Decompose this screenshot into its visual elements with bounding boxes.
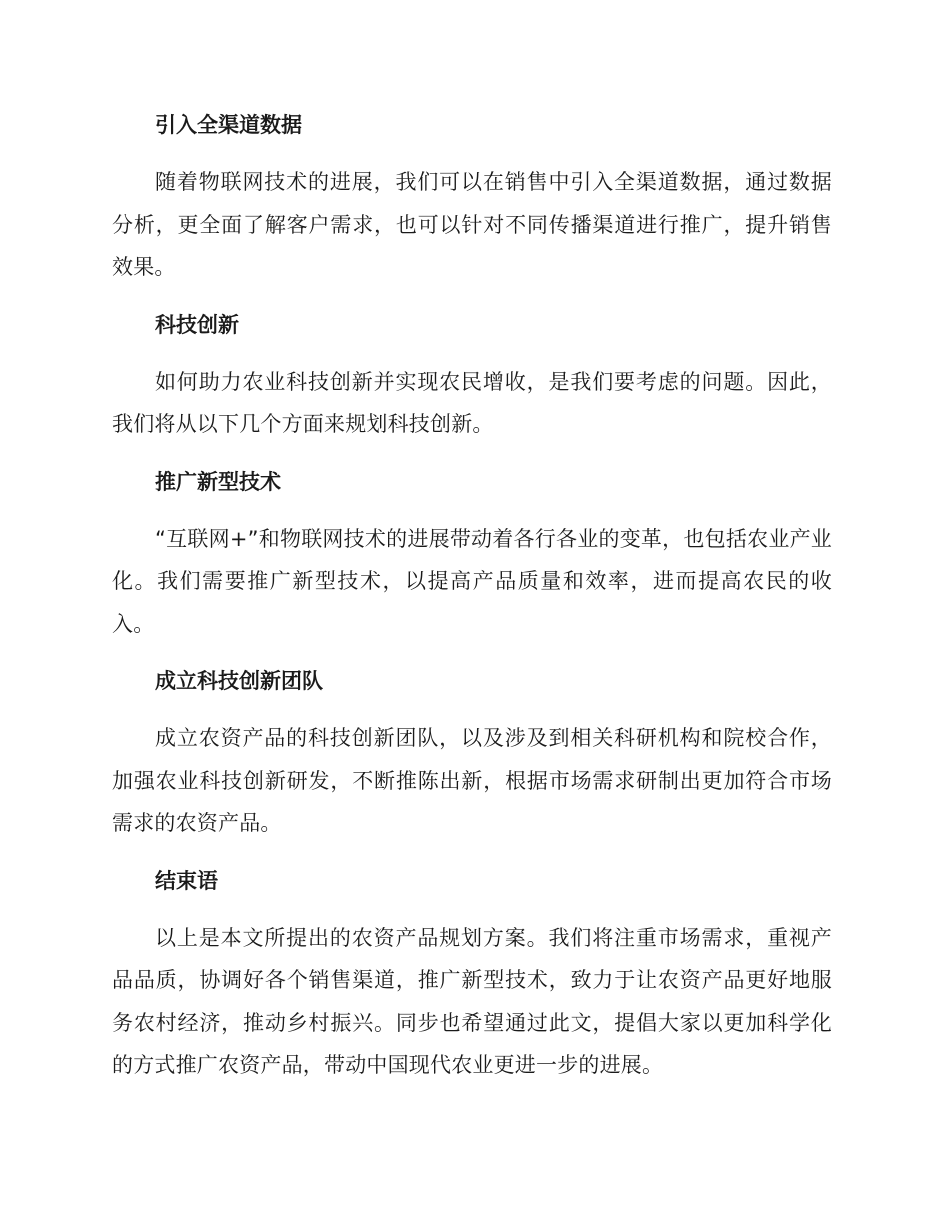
section-paragraph: 随着物联网技术的进展，我们可以在销售中引入全渠道数据，通过数据分析，更全面了解客户需求，也可以针对不同传播渠道进行推广，提升销售效果。 [112, 170, 832, 279]
section-paragraph: 如何助力农业科技创新并实现农民增收，是我们要考虑的问题。因此，我们将从以下几个方面来规划科技创新。 [112, 369, 832, 436]
section-heading: 结束语 [155, 868, 218, 893]
section-conclusion [112, 861, 832, 1087]
section-heading: 成立科技创新团队 [155, 669, 323, 693]
section-heading: 科技创新 [155, 312, 239, 337]
section-new-technology [112, 462, 832, 646]
section-tech-innovation [112, 305, 832, 446]
section-innovation-team [112, 661, 832, 845]
section-paragraph: 以上是本文所提出的农资产品规划方案。我们将注重市场需求，重视产品品质，协调好各个销售渠道，推广新型技术，致力于让农资产品更好地服务农村经济，推动乡村振兴。同步也希望通过此文，提倡大家以更加科学化的方式推广农资产品，带动中国现代农业更进一步的进展。 [112, 925, 832, 1077]
section-heading: 引入全渠道数据 [155, 113, 302, 137]
section-paragraph: 成立农资产品的科技创新团队，以及涉及到相关科研机构和院校合作，加强农业科技创新研发，不断推陈出新，根据市场需求研制出更加符合市场需求的农资产品。 [112, 726, 832, 835]
document-page [112, 105, 832, 1103]
section-heading: 推广新型技术 [155, 469, 281, 494]
section-omnichannel-data [112, 105, 832, 289]
section-paragraph: “互联网+”和物联网技术的进展带动着各行各业的变革，也包括农业产业化。我们需要推广新型技术，以提高产品质量和效率，进而提高农民的收入。 [112, 526, 832, 636]
